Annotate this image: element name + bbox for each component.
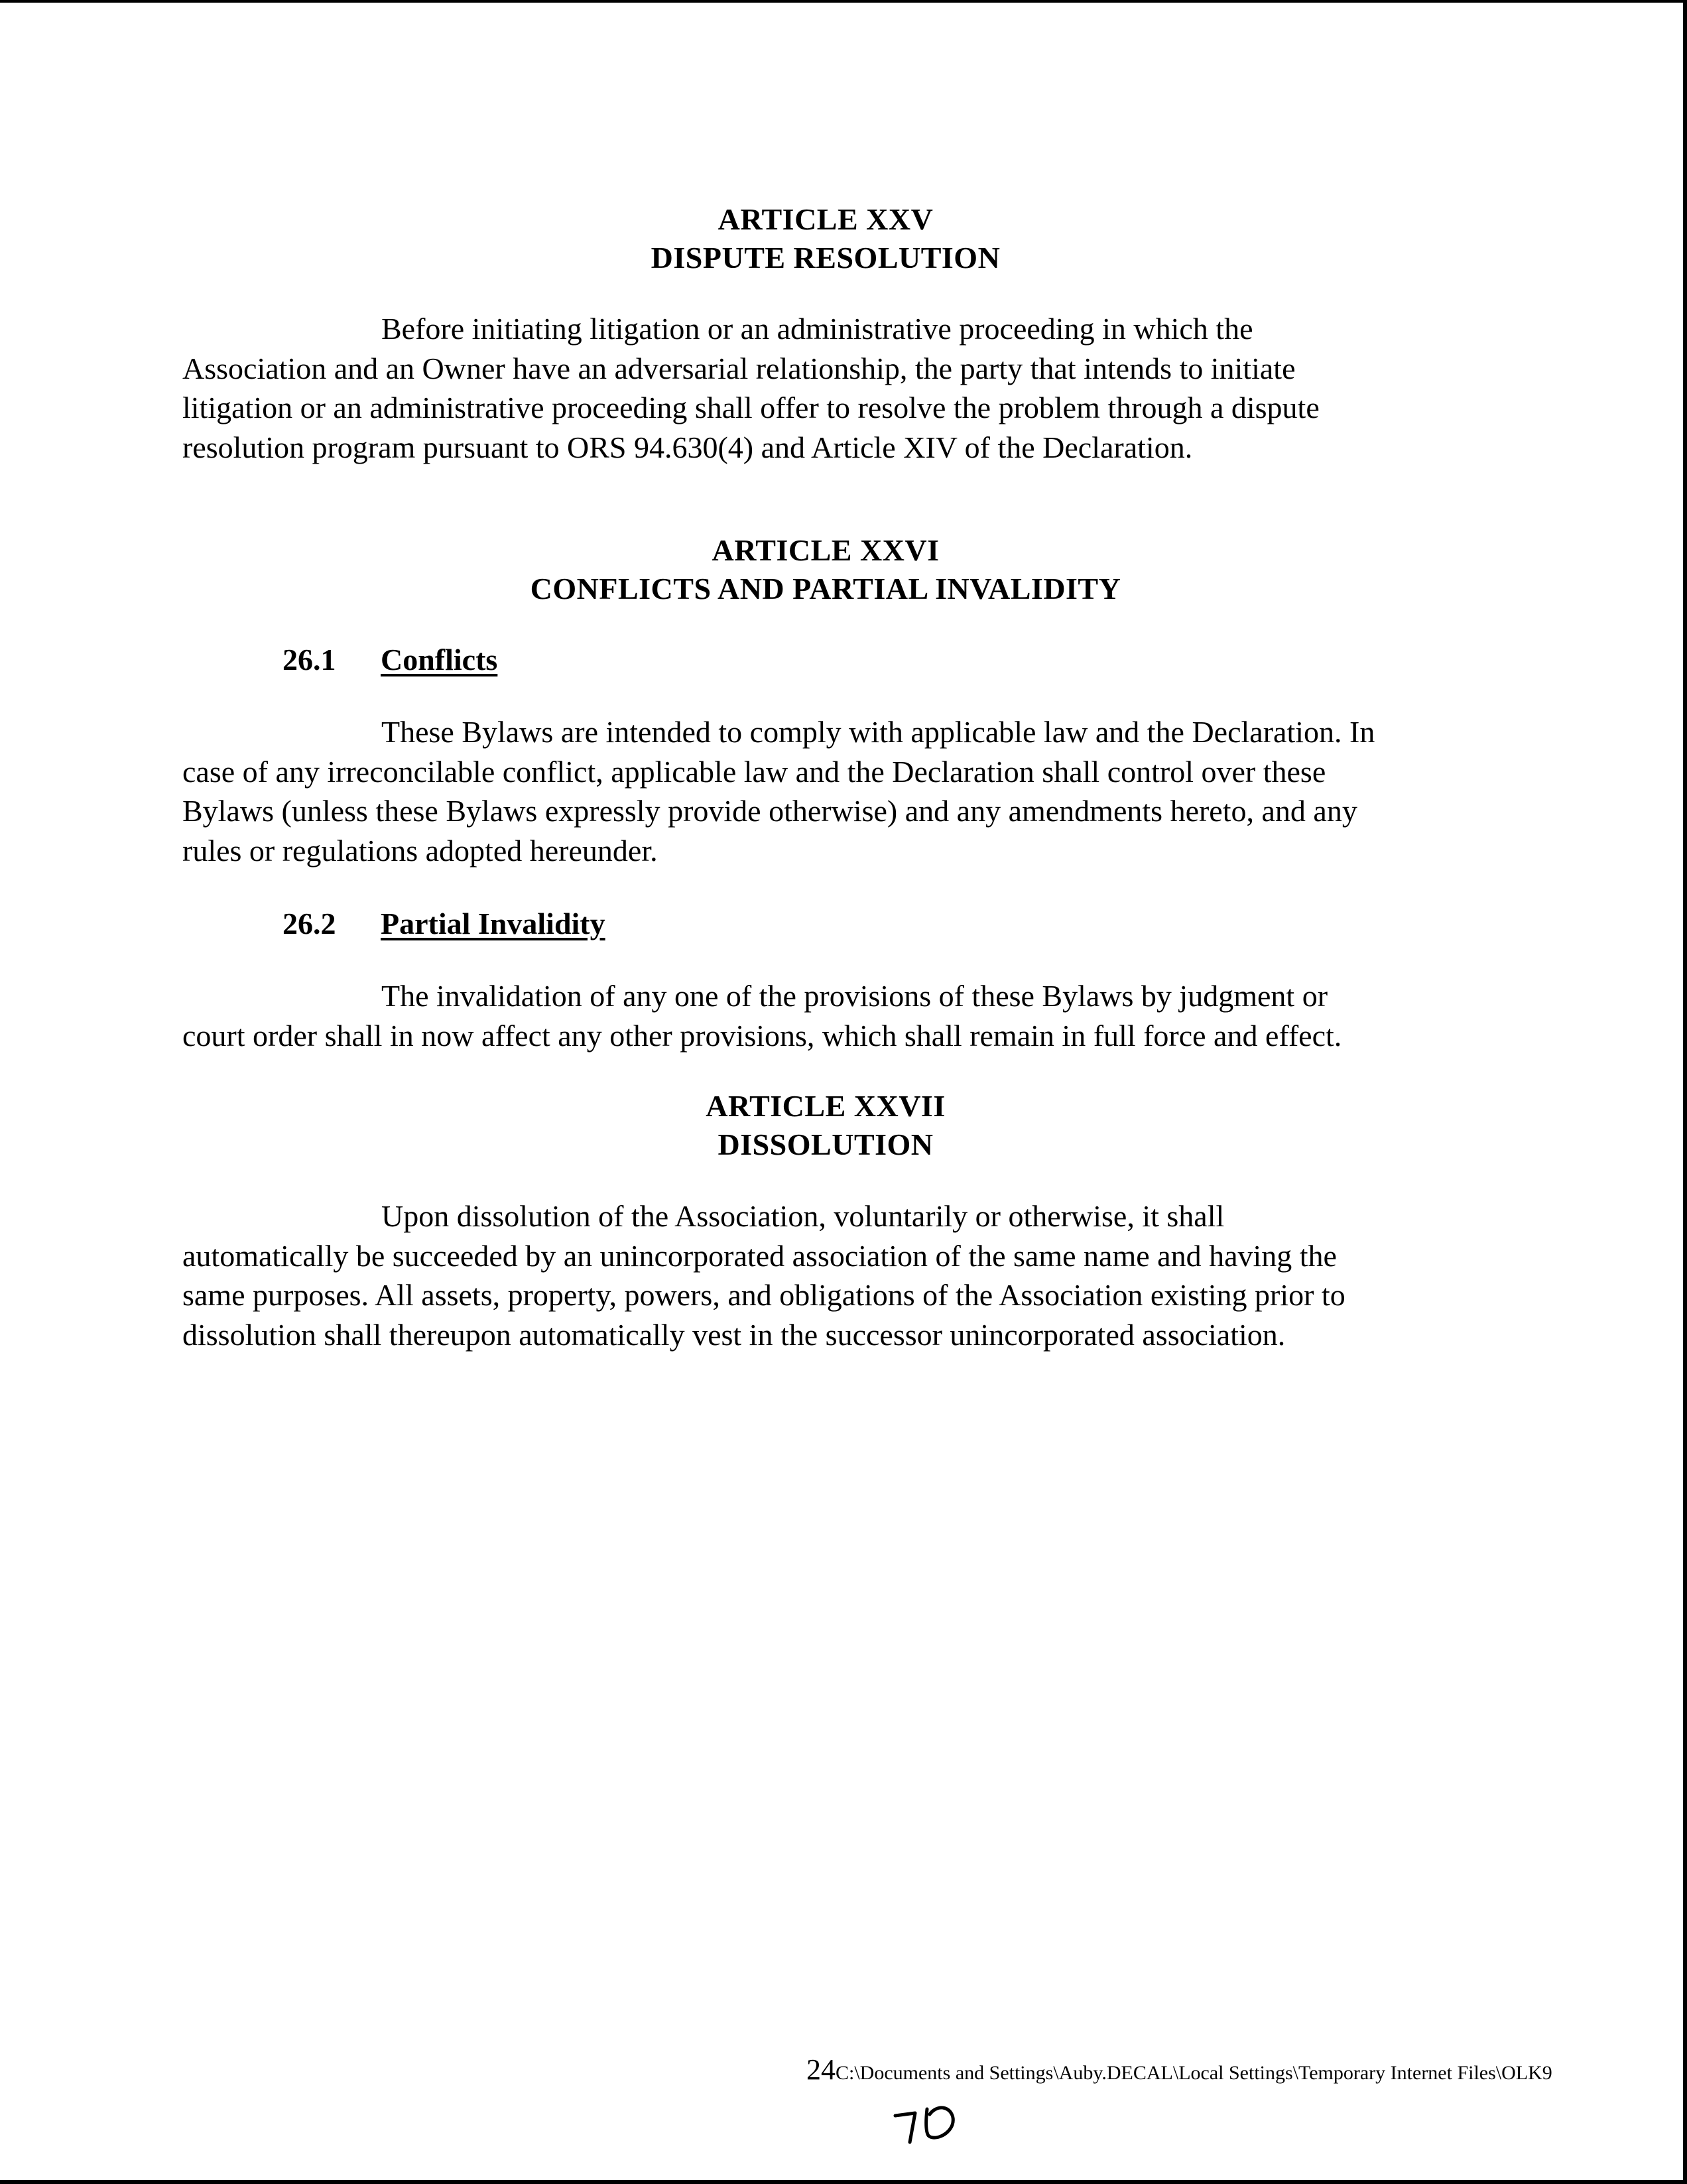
section-26-2-paragraph bbox=[182, 976, 1482, 1055]
section-number: 26.1 bbox=[282, 643, 336, 676]
article-xxvi-title: CONFLICTS AND PARTIAL INVALIDITY bbox=[530, 572, 1121, 606]
paragraph-line: litigation or an administrative proceeding shall offer to resolve the problem through a dispute bbox=[182, 391, 1320, 424]
article-xxvii-number: ARTICLE XXVII bbox=[706, 1089, 946, 1123]
paragraph-line: Upon dissolution of the Association, voluntarily or otherwise, it shall bbox=[381, 1199, 1225, 1233]
article-xxv-number: ARTICLE XXV bbox=[718, 202, 934, 236]
paragraph-line: The invalidation of any one of the provisions of these Bylaws by judgment or bbox=[381, 979, 1328, 1013]
article-xxv-paragraph bbox=[182, 309, 1482, 467]
section-26-1-heading bbox=[282, 641, 497, 679]
section-title: Partial Invalidity bbox=[381, 907, 605, 940]
article-xxvii-heading bbox=[0, 1087, 1651, 1164]
footer-file-path bbox=[806, 2055, 1552, 2088]
article-xxvi-number: ARTICLE XXVI bbox=[712, 533, 940, 567]
paragraph-line: resolution program pursuant to ORS 94.630(4) and Article XIV of the Declaration. bbox=[182, 430, 1193, 464]
article-xxvii-title: DISSOLUTION bbox=[718, 1127, 934, 1161]
paragraph-line: Bylaws (unless these Bylaws expressly provide otherwise) and any amendments hereto, and any bbox=[182, 794, 1357, 828]
paragraph-line: These Bylaws are intended to comply with applicable law and the Declaration. In bbox=[381, 715, 1375, 749]
paragraph-line: Before initiating litigation or an administrative proceeding in which the bbox=[381, 312, 1253, 346]
paragraph-line: automatically be succeeded by an unincorporated association of the same name and having the bbox=[182, 1238, 1337, 1273]
file-path: C:\Documents and Settings\Auby.DECAL\Local Settings\Temporary Internet Files\OLK9 bbox=[836, 2062, 1552, 2084]
article-xxv-heading bbox=[0, 200, 1651, 277]
paragraph-line: dissolution shall thereupon automatically vest in the successor unincorporated association. bbox=[182, 1317, 1286, 1352]
section-26-2-heading bbox=[282, 905, 605, 943]
paragraph-line: case of any irreconcilable conflict, applicable law and the Declaration shall control over these bbox=[182, 754, 1326, 789]
paragraph-line: Association and an Owner have an adversarial relationship, the party that intends to initiate bbox=[182, 351, 1296, 385]
article-xxv-title: DISPUTE RESOLUTION bbox=[651, 241, 1001, 275]
handwritten-page-number bbox=[893, 2101, 966, 2148]
section-number: 26.2 bbox=[282, 907, 336, 940]
paragraph-line: rules or regulations adopted hereunder. bbox=[182, 833, 658, 867]
page-number: 24 bbox=[806, 2053, 836, 2086]
paragraph-line: same purposes. All assets, property, powers, and obligations of the Association existing prior to bbox=[182, 1278, 1345, 1312]
article-xxvii-paragraph bbox=[182, 1196, 1482, 1354]
article-xxvi-heading bbox=[0, 531, 1651, 608]
section-title: Conflicts bbox=[381, 643, 498, 676]
paragraph-line: court order shall in now affect any other provisions, which shall remain in full force and effect. bbox=[182, 1018, 1342, 1053]
section-26-1-paragraph bbox=[182, 712, 1482, 870]
